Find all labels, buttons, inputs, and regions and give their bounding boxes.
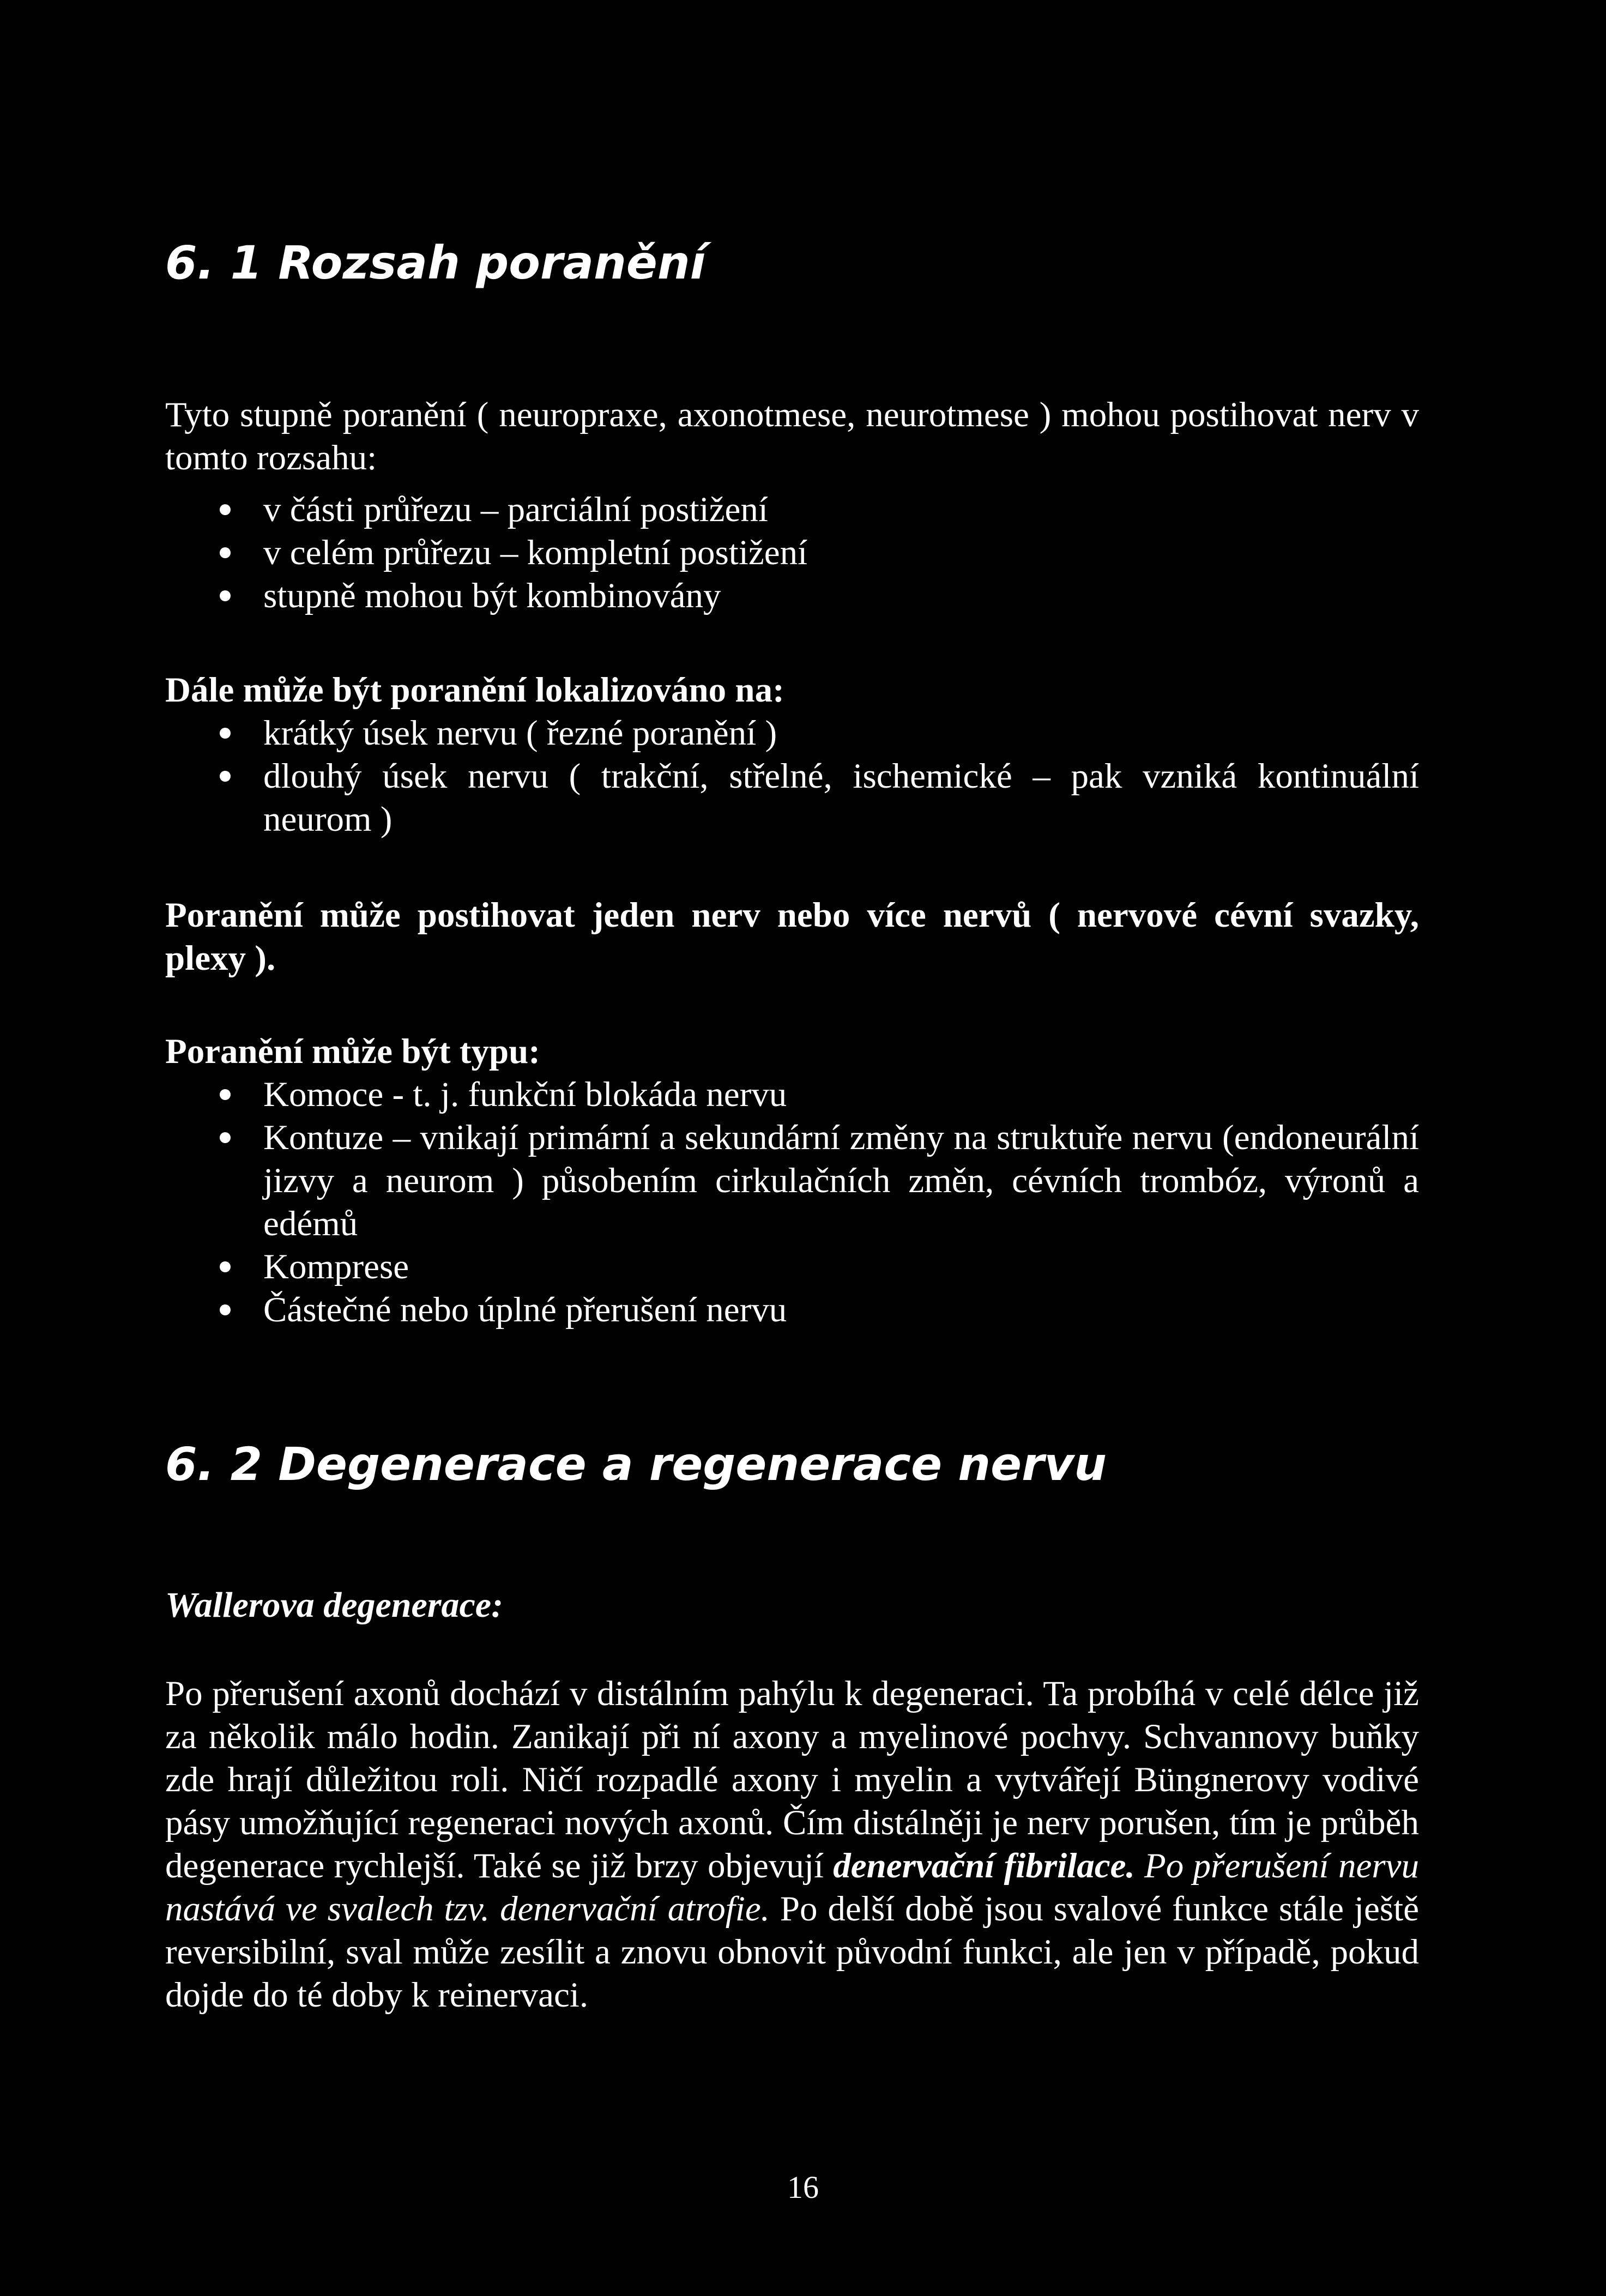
list-item: v celém průřezu – kompletní postižení [165,531,1419,575]
section-2 [165,1437,1419,1491]
localization-title: Dále může být poranění lokalizováno na: [165,670,784,710]
bullet-icon [220,1132,231,1143]
section-1-intro: Tyto stupně poranění ( neuropraxe, axonotmese, neurotmese ) mohou postihovat nerv v tomto rozsahu: [165,395,1419,478]
extent-list [165,488,1419,618]
bullet-icon [220,590,231,601]
bullet-icon [220,1261,231,1272]
bullet-icon [220,1089,231,1100]
degeneration-paragraph-block [165,1672,1419,2017]
list-item: Komoce - t. j. funkční blokáda nervu [165,1073,1419,1116]
bullet-icon [220,504,231,515]
types-list [165,1073,1419,1332]
extent-list-block [165,488,1419,618]
wallerian-subheading: Wallerova degenerace: [165,1585,504,1625]
localization-list [165,712,1419,841]
degeneration-paragraph: Po přerušení axonů dochází v distálním pahýlu k degeneraci. Ta probíhá v celé délce již za několik málo hodin. Zanikají při ní axony a myelinové pochvy. Schvannovy buňky zde hrají důležitou roli. Ničí rozpadlé axony i myelin a vytvářejí Büngnerovy vodivé pásy umožňující regeneraci nových axonů. Čím distálněji je nerv porušen, tím je průběh degenerace rychlejší. Také se již brzy objevují denervační fibrilace. Po přerušení nervu nastává ve svalech tzv. denervační atrofie. Po delší době jsou svalové funkce stále ještě reversibilní, sval může zesílit a znovu obnovit původní funkci, ale jen v případě, pokud dojde do té doby k reinervaci. [165,1674,1420,2015]
wallerian-block [165,1584,1419,1627]
list-item: Kontuze – vnikají primární a sekundární změny na struktuře nervu (endoneurální jizvy a neurom ) působením cirkulačních změn, cévních trombóz, výronů a edémů [165,1116,1419,1246]
bullet-icon [220,547,231,558]
list-item: krátký úsek nervu ( řezné poranění ) [165,712,1419,755]
list-item: Komprese [165,1246,1419,1289]
bullet-icon [220,1304,231,1315]
types-block [165,1030,1419,1332]
bullet-icon [220,771,231,782]
section-1-heading: 6. 1 Rozsah poranění [165,236,706,289]
page-number: 16 [787,2170,819,2205]
list-item: v části průřezu – parciální postižení [165,488,1419,531]
nerves-paragraph: Poranění může postihovat jeden nerv nebo více nervů ( nervové cévní svazky, plexy ). [165,896,1419,978]
fibrilation-term: denervační fibrilace. [833,1846,1135,1886]
atrophy-sentence: Po přerušení nervu nastává ve svalech tzv. denervační atrofie. [165,1846,1419,1929]
section-1 [165,235,1419,290]
section-1-intro-block [165,394,1419,480]
types-title: Poranění může být typu: [165,1032,540,1071]
list-item: Částečné nebo úplné přerušení nervu [165,1289,1419,1332]
bullet-icon [220,728,231,739]
localization-block [165,669,1419,841]
nerves-paragraph-block [165,894,1419,980]
section-2-heading: 6. 2 Degenerace a regenerace nervu [165,1437,1107,1491]
list-item: dlouhý úsek nervu ( trakční, střelné, ischemické – pak vzniká kontinuální neurom ) [165,755,1419,841]
list-item: stupně mohou být kombinovány [165,575,1419,618]
